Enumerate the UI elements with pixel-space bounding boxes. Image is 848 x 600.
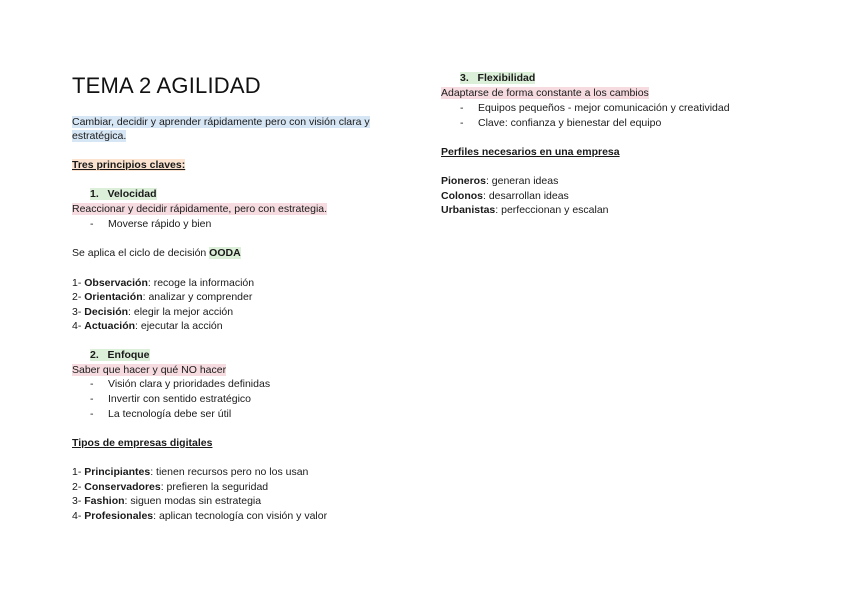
profile-3-desc: : perfeccionan y escalan: [495, 204, 609, 216]
profile-2-desc: : desarrollan ideas: [483, 190, 569, 202]
principle-2-bullet-2: Invertir con sentido estratégico: [108, 393, 251, 405]
principle-2-bullet-1: Visión clara y prioridades definidas: [108, 378, 271, 390]
principle-2-heading: [90, 348, 150, 362]
types-heading: [72, 436, 212, 450]
list-item: [441, 174, 558, 188]
bullet-dash: -: [90, 408, 94, 420]
list-item: [72, 465, 308, 479]
principle-1-number: 1.: [90, 188, 99, 200]
type-2-num: 2-: [72, 481, 85, 493]
ooda-step-3-desc: : elegir la mejor acción: [128, 306, 234, 318]
principle-3-title: Flexibilidad: [477, 72, 536, 84]
principle-3-bullet-2: Clave: confianza y bienestar del equipo: [478, 117, 662, 129]
bullet-dash: -: [90, 393, 94, 405]
type-2-desc: : prefieren la seguridad: [160, 481, 269, 493]
type-3-desc: : siguen modas sin estrategia: [124, 495, 262, 507]
list-item: [90, 217, 211, 231]
principle-1-subtitle-text: Reaccionar y decidir rápidamente, pero con estrategia.: [72, 203, 328, 215]
ooda-line: [72, 246, 241, 260]
list-item: [72, 290, 252, 304]
list-item: [460, 101, 730, 115]
profiles-heading: [441, 145, 620, 159]
ooda-step-3-term: Decisión: [84, 306, 129, 318]
intro-line-1: [72, 115, 370, 129]
principle-3-subtitle-text: Adaptarse de forma constante a los cambios: [441, 87, 649, 99]
ooda-step-1-num: 1-: [72, 277, 85, 289]
ooda-prefix: Se aplica el ciclo de decisión: [72, 247, 210, 259]
principle-2-number: 2.: [90, 349, 99, 361]
ooda-step-2-term: Orientación: [84, 291, 143, 303]
principle-3-bullet-1: Equipos pequeños - mejor comunicación y creatividad: [478, 102, 730, 114]
types-heading-text: Tipos de empresas digitales: [72, 437, 213, 449]
principle-3-heading: [460, 71, 535, 85]
ooda-step-4-desc: : ejecutar la acción: [135, 320, 223, 332]
profile-2-term: Colonos: [441, 190, 483, 202]
bullet-dash: -: [460, 117, 464, 129]
principle-3-subtitle: [441, 86, 649, 100]
ooda-step-1-desc: : recoge la información: [147, 277, 255, 289]
list-item: [460, 116, 661, 130]
bullet-dash: -: [460, 102, 464, 114]
intro-text-2: estratégica.: [72, 130, 127, 142]
principle-2-bullet-3: La tecnología debe ser útil: [108, 408, 232, 420]
profile-3-term: Urbanistas: [441, 204, 496, 216]
type-4-term: Profesionales: [84, 510, 154, 522]
intro-line-2: [72, 129, 126, 143]
principle-1-subtitle: [72, 202, 327, 216]
list-item: [72, 319, 223, 333]
principle-2-subtitle-text: Saber que hacer y qué NO hacer: [72, 364, 227, 376]
principle-1-bullet-1: Moverse rápido y bien: [108, 218, 212, 230]
type-3-num: 3-: [72, 495, 85, 507]
principles-heading-text: Tres principios claves:: [72, 159, 186, 171]
type-4-desc: : aplican tecnología con visión y valor: [153, 510, 328, 522]
ooda-step-2-desc: : analizar y comprender: [142, 291, 253, 303]
list-item: [441, 189, 569, 203]
principle-2-subtitle: [72, 363, 226, 377]
type-1-desc: : tienen recursos pero no los usan: [150, 466, 309, 478]
ooda-step-4-num: 4-: [72, 320, 85, 332]
ooda-term: OODA: [209, 247, 241, 259]
page-title: TEMA 2 AGILIDAD: [72, 73, 261, 98]
type-1-num: 1-: [72, 466, 85, 478]
principle-1-heading: [90, 187, 157, 201]
type-4-num: 4-: [72, 510, 85, 522]
type-2-term: Conservadores: [84, 481, 161, 493]
list-item: [90, 392, 251, 406]
list-item: [90, 377, 270, 391]
bullet-dash: -: [90, 218, 94, 230]
list-item: [441, 203, 609, 217]
list-item: [72, 494, 261, 508]
principle-3-number: 3.: [460, 72, 469, 84]
list-item: [72, 480, 268, 494]
profile-1-term: Pioneros: [441, 175, 486, 187]
ooda-step-2-num: 2-: [72, 291, 85, 303]
profile-1-desc: : generan ideas: [485, 175, 559, 187]
list-item: [72, 276, 254, 290]
bullet-dash: -: [90, 378, 94, 390]
list-item: [72, 509, 327, 523]
ooda-step-3-num: 3-: [72, 306, 85, 318]
intro-text-1: Cambiar, decidir y aprender rápidamente pero con visión clara y: [72, 116, 370, 128]
list-item: [72, 305, 233, 319]
type-1-term: Principiantes: [84, 466, 151, 478]
ooda-step-4-term: Actuación: [84, 320, 136, 332]
type-3-term: Fashion: [84, 495, 125, 507]
principle-2-title: Enfoque: [107, 349, 150, 361]
profiles-heading-text: Perfiles necesarios en una empresa: [441, 146, 620, 158]
ooda-step-1-term: Observación: [84, 277, 148, 289]
list-item: [90, 407, 231, 421]
principle-1-title: Velocidad: [107, 188, 157, 200]
principles-heading: [72, 158, 185, 172]
